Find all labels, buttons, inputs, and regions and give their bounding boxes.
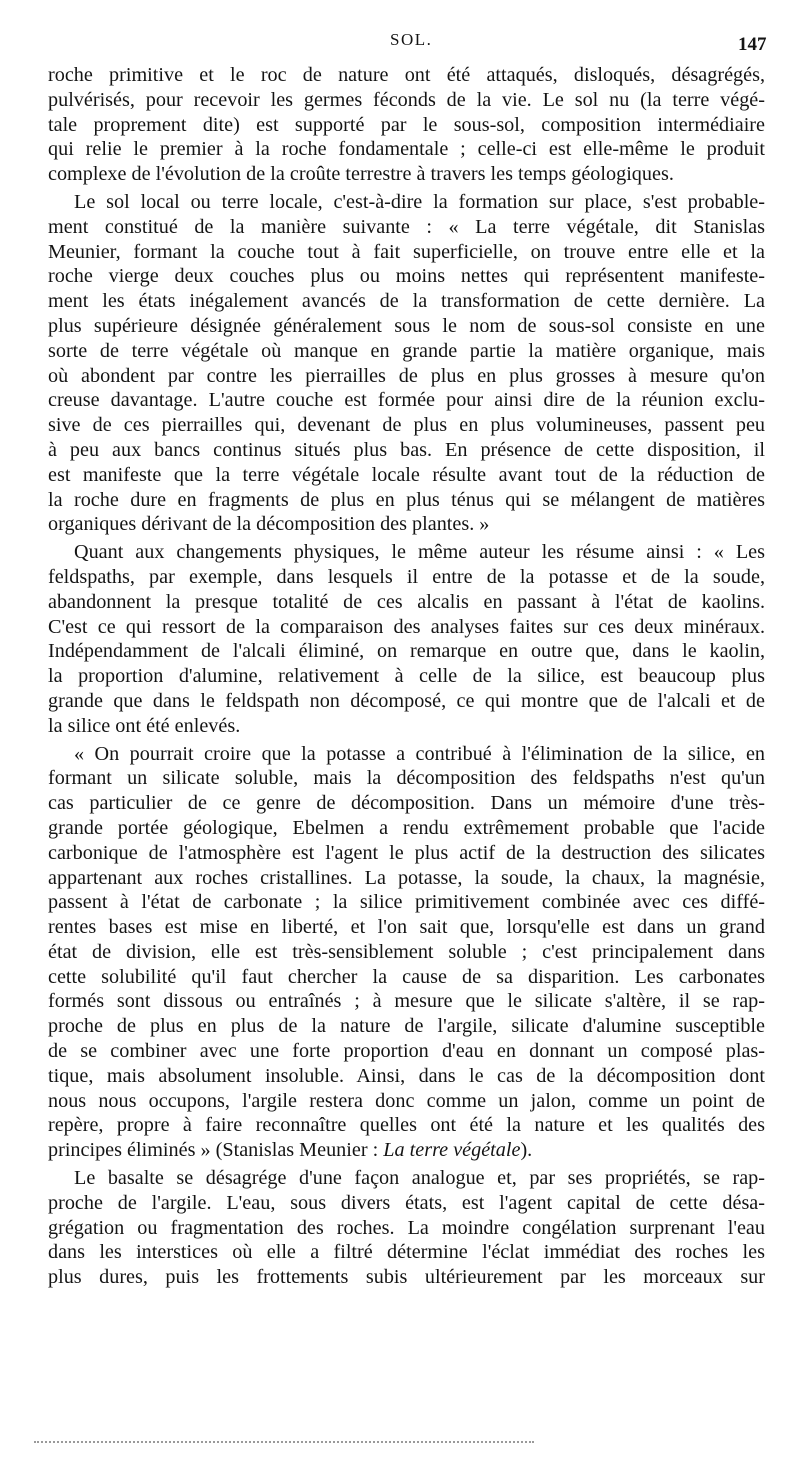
text-line: passent à l'état de carbonate ; la silice primitivement combinée avec ces diffé-: [48, 891, 765, 914]
text-line: Meunier, formant la couche tout à fait superficielle, on trouve entre elle et la: [48, 240, 765, 263]
paragraph-sol-local: [48, 190, 765, 537]
text-line: roche primitive et le roc de nature ont été attaqués, disloqués, désagrégés,: [48, 64, 765, 86]
text-line: Indépendamment de l'alcali éliminé, on remarque en outre que, dans le kaolin,: [48, 640, 765, 663]
text-line: dans les interstices où elle a filtré détermine l'éclat immédiat des roches les: [48, 1241, 765, 1264]
text-line: carbonique de l'atmosphère est l'agent le plus actif de la destruction des silicates: [48, 841, 765, 864]
page-number: 147: [738, 34, 767, 55]
text-line: ment constitué de la manière suivante : « La terre végétale, dit Stanislas: [48, 215, 765, 238]
text-line: tique, mais absolument insoluble. Ainsi, dans le cas de la décomposition dont: [48, 1064, 765, 1087]
text-line: repère, propre à faire reconnaître quelles ont été la nature et les qualités des: [48, 1114, 765, 1137]
paragraph-basalte: [48, 1166, 765, 1290]
text-line: rentes bases est mise en liberté, et l'on sait que, lorsqu'elle est dans un grand: [48, 916, 765, 939]
text-line: proche de l'argile. L'eau, sous divers états, est l'agent capital de cette désa-: [48, 1191, 765, 1214]
text-line: cette solubilité qu'il faut chercher la cause de sa disparition. Les carbonates: [48, 965, 765, 988]
text-line: état de division, elle est très-sensiblement soluble ; c'est principalement dans: [48, 940, 765, 963]
text-line: la silice ont été enlevés.: [48, 714, 241, 737]
text-line: « On pourrait croire que la potasse a contribué à l'élimination de la silice, en: [74, 742, 765, 765]
citation-suffix: ).: [520, 1139, 533, 1162]
text-line: complexe de l'évolution de la croûte terrestre à travers les temps géologiques.: [48, 163, 674, 186]
text-line: roche vierge deux couches plus ou moins nettes qui représentent manifeste-: [48, 265, 765, 288]
paragraph-potasse-silice: [48, 742, 765, 1164]
text-line: grégation ou fragmentation des roches. La moindre congélation surprenant l'eau: [48, 1216, 765, 1239]
body-text: [48, 63, 765, 1290]
text-line: à peu aux bancs continus situés plus bas. En présence de cette disposition, il: [48, 438, 765, 461]
text-line: C'est ce qui ressort de la comparaison des analyses faites sur ces deux minéraux.: [48, 615, 765, 638]
text-line: sorte de terre végétale où manque en grande partie la matière organique, mais: [48, 339, 765, 362]
text-line: proche de plus en plus de la nature de l'argile, silicate d'alumine susceptible: [48, 1015, 765, 1038]
text-line: de se combiner avec une forte proportion d'eau en donnant un composé plas-: [48, 1040, 765, 1063]
text-line: creuse davantage. L'autre couche est formée pour ainsi dire de la réunion exclu-: [48, 389, 765, 412]
text-line: qui relie le premier à la roche fondamentale ; celle-ci est elle-même le produit: [48, 138, 765, 161]
text-line: Le basalte se désagrége d'une façon analogue et, par ses propriétés, se rap-: [74, 1167, 765, 1190]
text-line: la roche dure en fragments de plus en plus ténus qui se mélangent de matières: [48, 488, 765, 511]
paragraph-changements-physiques: [48, 540, 765, 738]
paragraph-continuation: [48, 63, 765, 187]
text-line: grande portée géologique, Ebelmen a rendu extrêmement probable que l'acide: [48, 816, 765, 839]
text-line: est manifeste que la terre végétale locale résulte avant tout de la réduction de: [48, 463, 765, 486]
citation-prefix: principes éliminés » (Stanislas Meunier :: [48, 1139, 384, 1162]
text-line: grande que dans le feldspath non décomposé, ce qui montre que de l'alcali et de: [48, 689, 765, 712]
text-line: Le sol local ou terre locale, c'est-à-dire la formation sur place, s'est probable-: [74, 190, 765, 213]
text-line: formant un silicate soluble, mais la décomposition des feldspaths n'est qu'un: [48, 767, 765, 790]
text-line-with-citation: [48, 1138, 765, 1163]
text-line: feldspaths, par exemple, dans lesquels il entre de la potasse et de la soude,: [48, 565, 765, 588]
text-line: cas particulier de ce genre de décomposition. Dans un mémoire d'une très-: [48, 792, 765, 815]
running-title: SOL.: [390, 30, 433, 49]
text-line: appartenant aux roches cristallines. La potasse, la soude, la chaux, la magnésie,: [48, 866, 765, 889]
text-line: où abondent par contre les pierrailles de plus en plus grosses à mesure qu'on: [48, 364, 765, 387]
text-line: plus supérieure désignée généralement sous le nom de sous-sol consiste en une: [48, 314, 765, 337]
text-line: tale proprement dite) est supporté par le sous-sol, composition intermédiaire: [48, 113, 765, 136]
text-line: ment les états inégalement avancés de la transformation de cette dernière. La: [48, 290, 765, 313]
text-line: la proportion d'alumine, relativement à celle de la silice, est beaucoup plus: [48, 665, 765, 688]
text-line: abandonnent la presque totalité de ces alcalis en passant à l'état de kaolins.: [48, 590, 765, 613]
text-line: plus dures, puis les frottements subis ultérieurement par les morceaux sur: [48, 1266, 765, 1289]
text-line: Quant aux changements physiques, le même auteur les résume ainsi : « Les: [74, 541, 765, 564]
text-line: formés sont dissous ou entraînés ; à mesure que le silicate s'altère, il se rap-: [48, 990, 765, 1013]
footer-print-artifact: [34, 1441, 534, 1443]
text-line: pulvérisés, pour recevoir les germes féconds de la vie. Le sol nu (la terre végé-: [48, 88, 765, 111]
text-line: sive de ces pierrailles qui, devenant de plus en plus volumineuses, passent peu: [48, 414, 765, 437]
citation-title: La terre végétale: [383, 1139, 521, 1162]
text-line: nous nous occupons, l'argile restera donc comme un jalon, comme un point de: [48, 1089, 765, 1112]
text-line: organiques dérivant de la décomposition des plantes. »: [48, 513, 490, 536]
